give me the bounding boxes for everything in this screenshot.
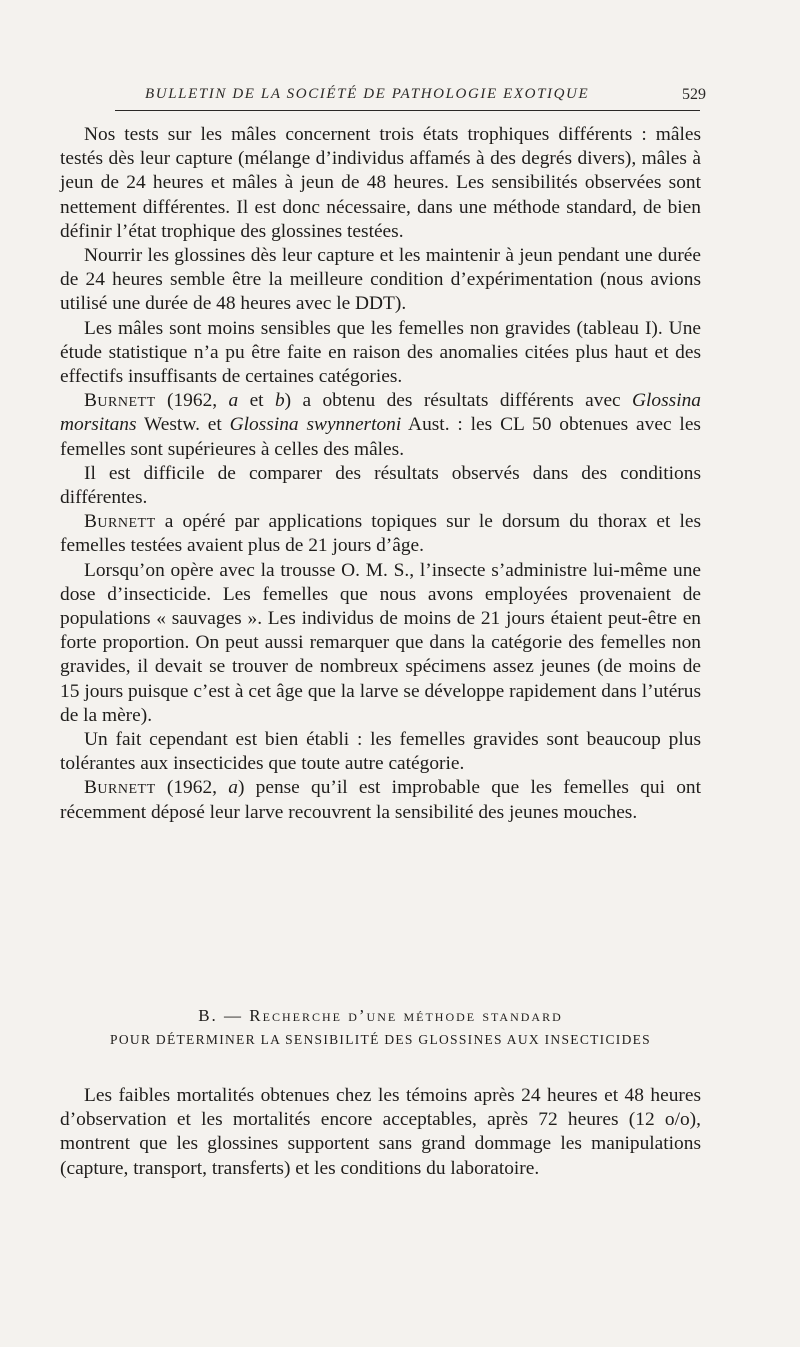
species-name: Glossina morsitans bbox=[60, 390, 701, 436]
ref-letter: a bbox=[228, 390, 239, 412]
text-segment: et bbox=[238, 390, 275, 412]
paragraph-9 bbox=[60, 776, 701, 824]
paragraph-3: Les mâles sont moins sensibles que les femelles non gravides (tableau I). Une étude statistique n’a pu être faite en raison des anomalies citées plus haut et des effectifs insuffisants de certaines catégories. bbox=[60, 317, 701, 388]
text-segment: (1962, bbox=[155, 390, 229, 412]
text-segment: a opéré par applications topiques sur le dorsum du thorax et les femelles testées avaient plus de 21 jours d’âge. bbox=[60, 511, 701, 557]
ref-letter: a bbox=[228, 777, 238, 799]
section-paragraph-1: Les faibles mortalités obtenues chez les témoins après 24 heures et 48 heures d’observation et les mortalités encore acceptables, après 72 heures (12 o/o), montrent que les glossines supportent sans grand dommage les manipulations (capture, transport, transferts) et les conditions du laboratoire. bbox=[60, 1085, 701, 1179]
body-text bbox=[60, 123, 701, 825]
text-segment: Westw. et bbox=[136, 414, 230, 436]
text-segment: (1962, bbox=[155, 777, 229, 799]
paragraph-6 bbox=[60, 510, 701, 558]
species-name: Glossina swynnertoni bbox=[229, 414, 402, 436]
paragraph-7: Lorsqu’on opère avec la trousse O. M. S., l’insecte s’administre lui-même une dose d’insecticide. Les femelles que nous avons employées provenaient de populations « sauvages ». Les individus de moins de 21 jours étaient peut-être en forte proportion. On peut aussi remarquer que dans la catégorie des femelles non gravides, il devait se trouver de nombreux spécimens assez jeunes (de moins de 15 jours puisque c’est à cet âge que la larve se développe rapidement dans l’utérus de la mère). bbox=[60, 559, 701, 726]
text-segment: ) a obtenu des résultats différents avec bbox=[284, 390, 633, 412]
ref-letter: b bbox=[274, 390, 285, 412]
page-header bbox=[115, 82, 706, 111]
section-heading-line-1: B. — Recherche d’une méthode standard bbox=[198, 1006, 563, 1025]
author-name: Burnett bbox=[84, 777, 156, 799]
paragraph-2: Nourrir les glossines dès leur capture et les maintenir à jeun pendant une durée de 24 heures semble être la meilleure condition d’expérimentation (nous avions utilisé une durée de 48 heures avec le DDT). bbox=[60, 245, 701, 315]
paragraph-4 bbox=[60, 389, 701, 462]
author-name: Burnett bbox=[84, 511, 156, 533]
text-segment: ) pense qu’il est improbable que les femelles qui ont récemment déposé leur larve recouvrent la sensibilité des jeunes mouches. bbox=[60, 777, 701, 823]
paragraph-8: Un fait cependant est bien établi : les femelles gravides sont beaucoup plus tolérantes aux insecticides que toute autre catégorie. bbox=[60, 729, 701, 775]
section-heading bbox=[60, 1006, 701, 1048]
section-heading-line-2: POUR DÉTERMINER LA SENSIBILITÉ DES GLOSSINES AUX INSECTICIDES bbox=[110, 1032, 651, 1047]
author-name: Burnett bbox=[84, 390, 156, 412]
section-body bbox=[60, 1084, 701, 1181]
paragraph-5: Il est difficile de comparer des résultats observés dans des conditions différentes. bbox=[60, 462, 701, 509]
page-number: 529 bbox=[682, 86, 706, 103]
text-segment: Aust. : les CL 50 obtenues avec les femelles sont supérieures à celles des mâles. bbox=[60, 414, 701, 460]
running-title: BULLETIN DE LA SOCIÉTÉ DE PATHOLOGIE EXOTIQUE bbox=[145, 86, 590, 102]
paragraph-1: Nos tests sur les mâles concernent trois états trophiques différents : mâles testés dès leur capture (mélange d’individus affamés à des degrés divers), mâles à jeun de 24 heures et mâles à jeun de 48 heures. Les sensibilités observées sont nettement différentes. Il est donc nécessaire, dans une méthode standard, de bien définir l’état trophique des glossines testées. bbox=[60, 124, 701, 242]
